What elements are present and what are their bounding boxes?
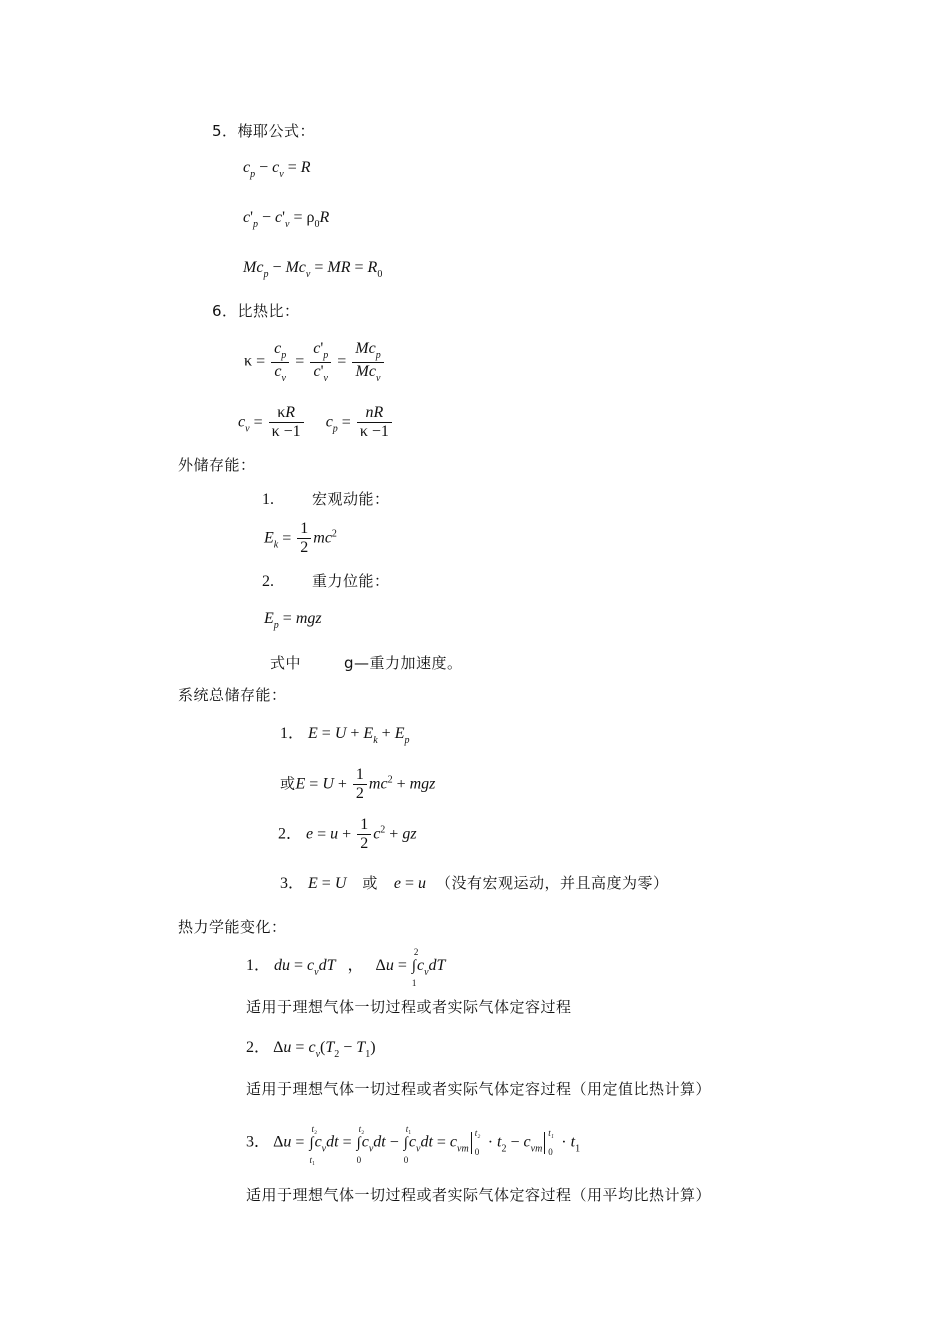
formula-total-3: 3． E = U 或 e = u （没有宏观运动，并且高度为零） (280, 874, 669, 892)
heading-heat-ratio: 6．比热比： (212, 302, 300, 320)
formula-total-2: 2． e = u + $\frac{1}{2}$ $c^2$ + gz (278, 816, 417, 853)
item-number-change-3: 3． (246, 1133, 271, 1151)
formula-change-2: 2． $\Delta u = c_v(T_2 - T_1)$ (246, 1039, 376, 1060)
item-number-total-1: 1． (280, 725, 305, 742)
heading-energy-change: 热力学能变化： (178, 918, 287, 936)
formula-change-1: 1． du = $c_vdT$ ， Δu = ∫ 2 1 $c_vdT$ (246, 947, 446, 988)
note-change-1: 适用于理想气体一切过程或者实际气体定容过程 (246, 998, 572, 1016)
formula-change-3: 3． Δu = ∫ t₂ t₁ $c_vdt$ = ∫ t₂ 0 $c_vdt$ − ∫ t₁ 0 $c_vdt = c_{vm}$ t₂ 0 · $t_2 - c_{vm}$ t₁ 0 · $t_1$ (246, 1123, 581, 1165)
formula-meyer-1: $c_p - c_v = R$ (243, 159, 311, 180)
heading-meyer-formula: 5．梅耶公式： (212, 122, 316, 140)
note-change-3: 适用于理想气体一切过程或者实际气体定容过程（用平均比热计算） (246, 1186, 712, 1204)
label-potential-energy: 重力位能： (312, 572, 390, 590)
or-label: 或 (280, 774, 296, 793)
formula-kappa: κ = $\frac{c_p}{c_v}$ = $\frac{c'_p}{c'_v}$ = $\frac{Mc_p}{Mc_v}$ (244, 340, 386, 384)
note-change-2: 适用于理想气体一切过程或者实际气体定容过程（用定值比热计算） (246, 1080, 712, 1098)
heading-external-energy: 外储存能： (178, 456, 256, 474)
item-number-potential: 2. (262, 573, 274, 590)
formula-total-1: 1． $E = U + E_k + E_p$ (280, 725, 410, 746)
item-number-change-1: 1． (246, 957, 271, 974)
formula-total-1-alt: 或E = U + $\frac{1}{2}$ $mc^2$ + mgz (280, 766, 436, 803)
where-definition: g—重力加速度。 (344, 654, 463, 672)
formula-potential-energy: $E_p$ = mgz (264, 610, 322, 631)
where-label: 式中 (270, 654, 302, 672)
formula-cv-cp: $c_v$ = $\frac{\kappa R}{\kappa -1}$ $c_p$ = $\frac{nR}{\kappa -1}$ (238, 404, 394, 442)
formula-meyer-2: $c'_p - c'_v = \rho_0R$ (243, 209, 330, 230)
formula-meyer-3: $Mc_p - Mc_v$ = MR = $R_0$ (243, 259, 383, 280)
label-kinetic-energy: 宏观动能： (312, 490, 390, 508)
item-number-total-3: 3． (280, 875, 305, 892)
or-label-3: 或 (362, 874, 378, 892)
item-number-total-2: 2． (278, 825, 303, 843)
formula-kinetic-energy: $E_k$ = $\frac{1}{2}$ $mc^2$ (264, 520, 337, 557)
item-number-kinetic: 1. (262, 491, 274, 508)
item-number-change-2: 2． (246, 1039, 271, 1056)
heading-total-energy: 系统总储存能： (178, 686, 287, 704)
note-total-3: （没有宏观运动，并且高度为零） (436, 874, 669, 892)
